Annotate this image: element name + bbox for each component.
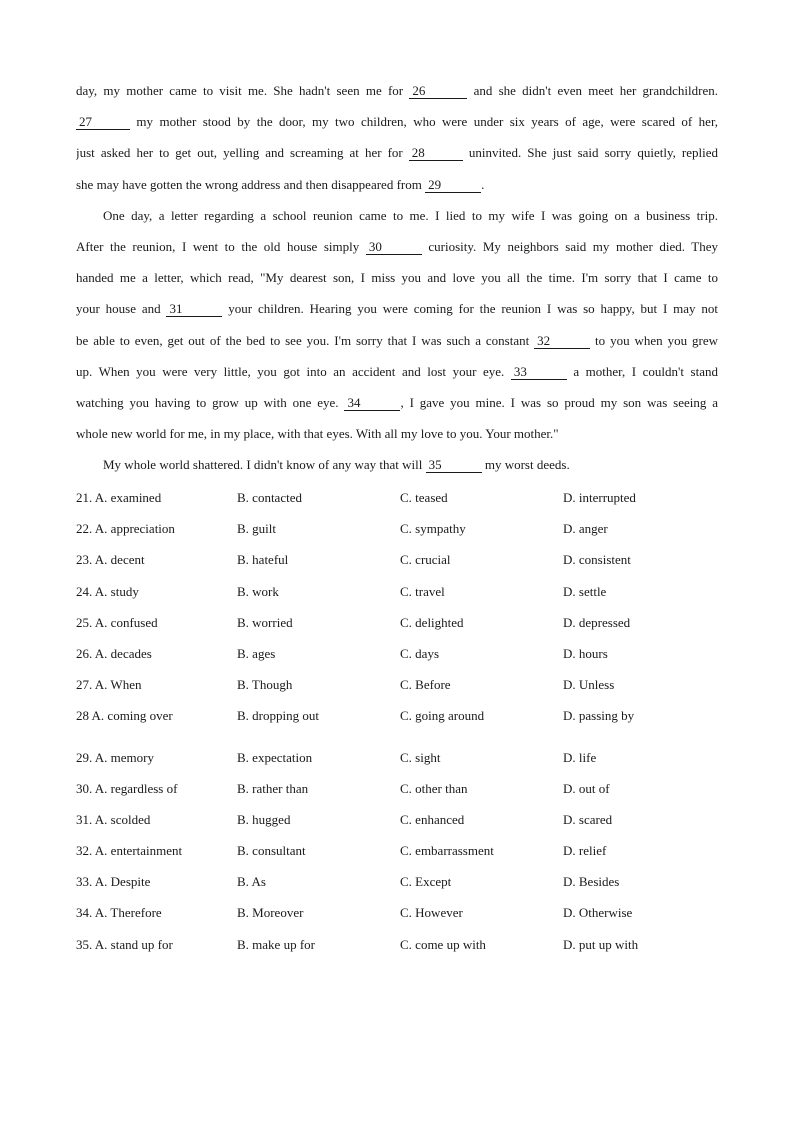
option-a: 34. A. Therefore	[76, 905, 162, 921]
question-row	[76, 747, 718, 778]
option-a: 24. A. study	[76, 583, 139, 599]
option-b: B. Though	[237, 677, 293, 693]
question-row	[76, 871, 718, 902]
option-c: C. travel	[400, 583, 445, 599]
option-d: D. depressed	[563, 614, 631, 630]
passage-text: and she didn't even meet her grandchildren.	[467, 83, 718, 98]
option-d: D. Unless	[563, 677, 615, 693]
passage-text: handed me a letter, which read, "My dearest son, I miss you and love you all the time. I'm sorry that I came to	[76, 270, 718, 286]
passage-text: My whole world shattered. I didn't know of any way that will	[103, 457, 426, 473]
passage-line	[76, 174, 718, 205]
option-a: 33. A. Despite	[76, 874, 151, 890]
option-c: C. Except	[400, 874, 452, 890]
blank-35: 35	[426, 457, 482, 473]
option-a: 21. A. examined	[76, 490, 162, 505]
passage-line	[76, 298, 718, 329]
option-d: D. scared	[563, 811, 613, 827]
question-row	[76, 581, 718, 612]
passage-text: just asked her to get out, yelling and screaming at her for	[76, 145, 409, 161]
passage-text: uninvited. She just said sorry quietly, replied	[462, 145, 718, 161]
question-row	[76, 643, 718, 674]
passage-text: , I gave you mine. I was so proud my son was seeing a	[400, 394, 718, 410]
option-a: 35. A. stand up for	[76, 936, 173, 952]
question-row	[76, 549, 718, 580]
option-c: C. sight	[400, 749, 441, 765]
option-d: D. hours	[563, 645, 608, 661]
option-c: C. teased	[400, 490, 448, 505]
option-c: C. Before	[400, 677, 451, 693]
blank-31: 31	[166, 301, 222, 317]
option-b: B. hugged	[237, 811, 291, 827]
question-row	[76, 902, 718, 933]
option-a: 32. A. entertainment	[76, 843, 183, 859]
passage-line	[76, 142, 718, 173]
option-b: B. Moreover	[237, 905, 304, 921]
passage-text: whole new world for me, in my place, with that eyes. With all my love to you. Your mother."	[76, 426, 559, 442]
passage-text: After the reunion, I went to the old house simply	[76, 238, 366, 254]
blank-32: 32	[534, 333, 590, 349]
option-d: D. passing by	[563, 708, 635, 724]
option-c: C. embarrassment	[400, 843, 494, 859]
passage-text: my worst deeds.	[481, 457, 570, 473]
option-a: 30. A. regardless of	[76, 780, 178, 796]
option-c: C. delighted	[400, 614, 464, 630]
option-a: 29. A. memory	[76, 749, 154, 765]
passage-text: be able to even, get out of the bed to see you. I'm sorry that I was such a constant	[76, 332, 535, 348]
passage-text: a mother, I couldn't stand	[566, 363, 718, 379]
option-d: D. out of	[563, 780, 610, 796]
option-d: D. Otherwise	[563, 905, 633, 921]
question-row	[76, 674, 718, 705]
option-a: 26. A. decades	[76, 645, 152, 661]
blank-30: 30	[366, 239, 422, 255]
option-b: B. hateful	[237, 552, 289, 568]
question-row	[76, 934, 718, 965]
option-a: 28 A. coming over	[76, 708, 173, 724]
option-c: C. come up with	[400, 936, 486, 952]
question-row	[76, 705, 718, 736]
option-b: B. worried	[237, 614, 293, 630]
option-b: B. ages	[237, 645, 276, 661]
passage-text: watching you having to grow up with one eye.	[76, 394, 345, 410]
option-a: 27. A. When	[76, 677, 142, 693]
option-c: C. sympathy	[400, 521, 466, 537]
passage-line	[76, 361, 718, 392]
option-b: B. make up for	[237, 936, 315, 952]
passage-line	[76, 392, 718, 423]
passage-text: my mother stood by the door, my two children, who were under six years of age, were scared of her,	[130, 114, 718, 130]
option-a: 31. A. scolded	[76, 811, 151, 827]
option-b: B. consultant	[237, 843, 306, 859]
option-d: D. relief	[563, 843, 607, 859]
option-d: D. settle	[563, 583, 607, 599]
option-a: 23. A. decent	[76, 552, 145, 568]
passage-line	[76, 423, 718, 454]
option-c: C. other than	[400, 780, 468, 796]
question-row	[76, 778, 718, 809]
passage-text: One day, a letter regarding a school reunion came to me. I lied to my wife I was going on a business trip.	[103, 207, 718, 223]
passage-text: she may have gotten the wrong address and then disappeared from	[76, 176, 426, 192]
blank-27: 27	[76, 114, 130, 130]
option-d: D. life	[563, 749, 597, 765]
option-d: D. Besides	[563, 874, 620, 890]
option-d: D. put up with	[563, 936, 639, 952]
blank-26: 26	[409, 83, 467, 99]
passage-line	[76, 111, 718, 142]
option-a: 22. A. appreciation	[76, 521, 175, 537]
option-c: C. days	[400, 645, 439, 661]
blank-34: 34	[344, 395, 400, 411]
passage-line	[76, 454, 718, 485]
passage-text: to you when you grew	[590, 332, 718, 348]
option-d: D. consistent	[563, 552, 631, 568]
passage-line	[76, 80, 718, 111]
option-d: D. anger	[563, 521, 608, 537]
blank-29: 29	[425, 177, 481, 193]
option-d: D. interrupted	[563, 490, 636, 505]
question-row	[76, 809, 718, 840]
passage-text: day, my mother came to visit me. She hadn't seen me for	[76, 83, 410, 98]
question-row	[76, 518, 718, 549]
option-b: B. contacted	[237, 490, 302, 505]
question-row	[76, 487, 718, 518]
option-b: B. work	[237, 583, 279, 599]
option-b: B. expectation	[237, 749, 313, 765]
option-a: 25. A. confused	[76, 614, 158, 630]
cloze-passage	[76, 80, 718, 485]
option-b: B. As	[237, 874, 266, 890]
passage-text: curiosity. My neighbors said my mother died. They	[421, 238, 718, 254]
question-row	[76, 612, 718, 643]
option-c: C. going around	[400, 708, 485, 724]
question-row	[76, 840, 718, 871]
passage-text: up. When you were very little, you got into an accident and lost your eye.	[76, 363, 511, 379]
option-b: B. rather than	[237, 780, 309, 796]
answer-options	[76, 487, 718, 965]
passage-text: your house and	[76, 301, 167, 317]
option-c: C. crucial	[400, 552, 451, 568]
option-c: C. However	[400, 905, 463, 921]
passage-text: .	[481, 176, 485, 192]
passage-line	[76, 236, 718, 267]
blank-33: 33	[511, 364, 567, 380]
passage-text: your children. Hearing you were coming for the reunion I was so happy, but I may not	[222, 301, 718, 317]
passage-line	[76, 267, 718, 298]
blank-28: 28	[409, 145, 463, 161]
passage-line	[76, 330, 718, 361]
option-b: B. dropping out	[237, 708, 319, 724]
option-c: C. enhanced	[400, 811, 465, 827]
option-b: B. guilt	[237, 521, 277, 537]
passage-line	[76, 205, 718, 236]
